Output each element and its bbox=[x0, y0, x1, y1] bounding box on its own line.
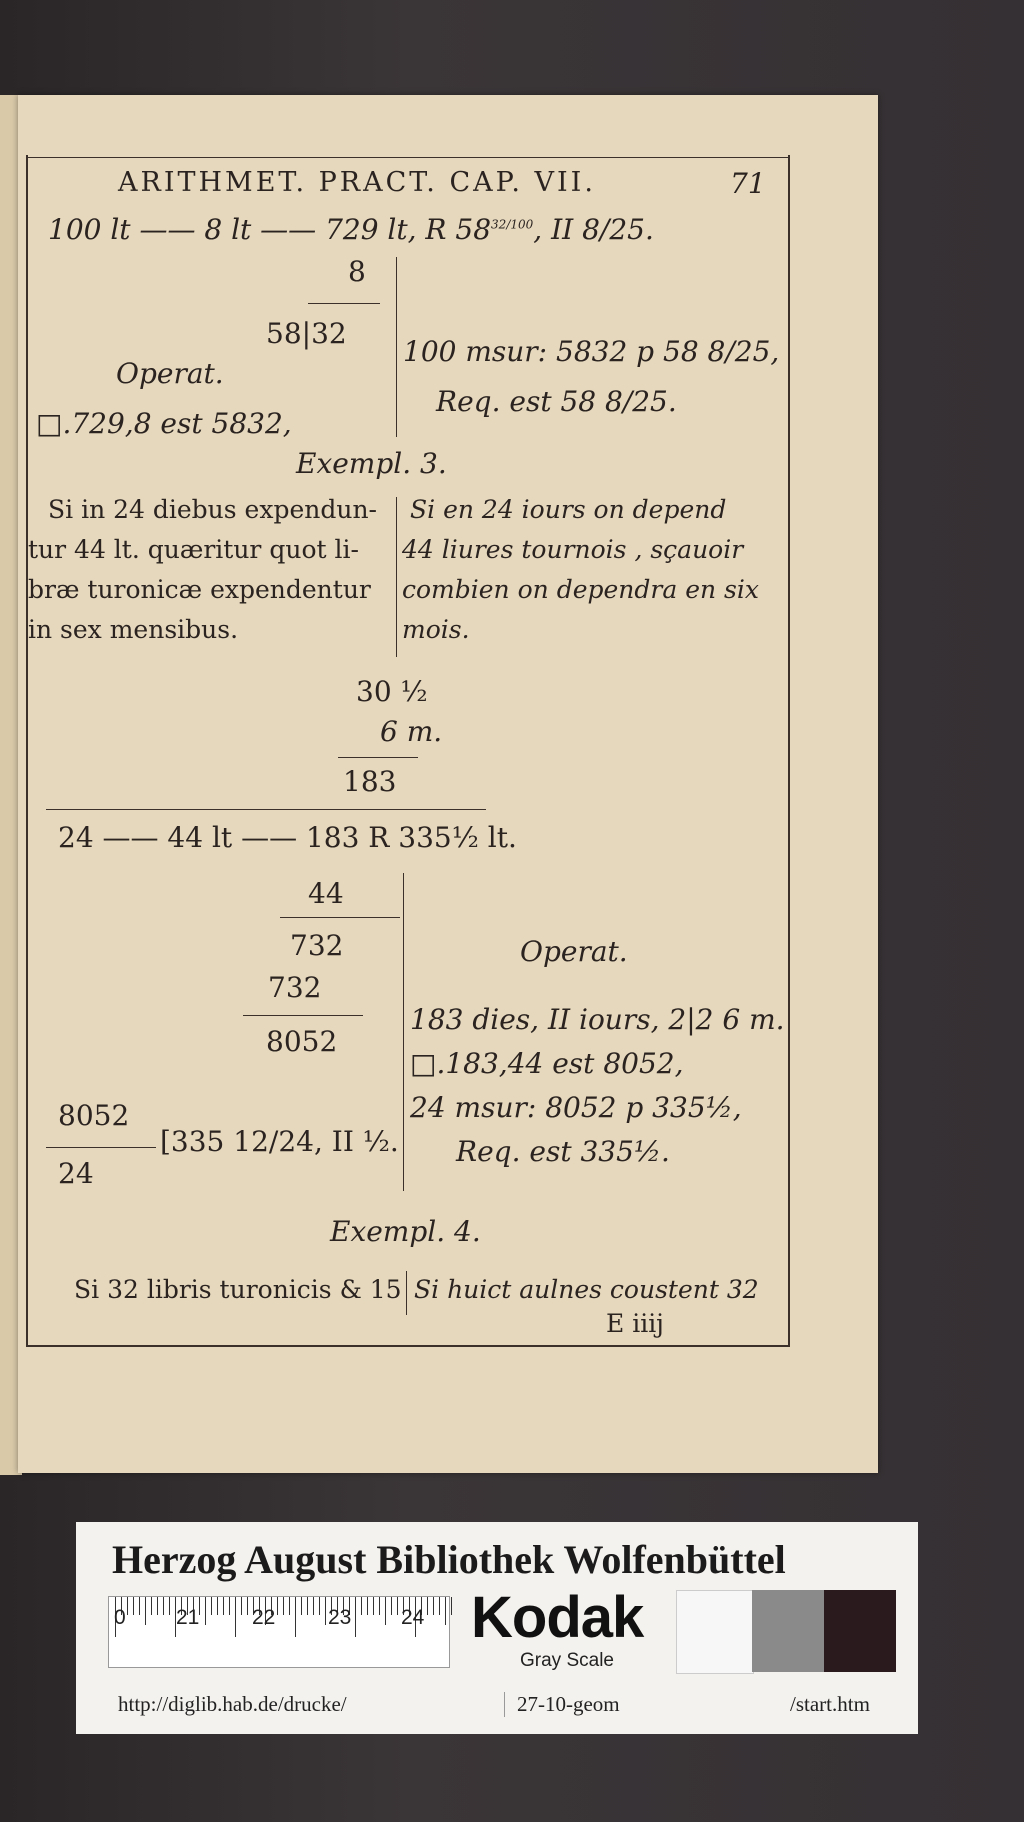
ruler-tick bbox=[295, 1597, 296, 1637]
ruler-tick bbox=[163, 1597, 164, 1615]
calc-183: 183 bbox=[343, 765, 397, 798]
operation-divider bbox=[396, 257, 397, 437]
swatch-black bbox=[824, 1590, 896, 1672]
operation-divider-2 bbox=[403, 873, 404, 1191]
ruler-tick bbox=[355, 1597, 356, 1637]
ruler-tick bbox=[367, 1597, 368, 1615]
ruler-tick bbox=[223, 1597, 224, 1615]
running-head: ARITHMET. PRACT. CAP. VII. bbox=[118, 167, 596, 198]
ruler-tick bbox=[157, 1597, 158, 1615]
ruler-label-23: 23 bbox=[328, 1606, 352, 1629]
ruler-tick bbox=[133, 1597, 134, 1615]
latin-line-2: tur 44 lt. quæritur quot li- bbox=[28, 535, 359, 564]
ruler-tick bbox=[379, 1597, 380, 1615]
column-divider-2 bbox=[406, 1271, 407, 1315]
book-page bbox=[18, 95, 878, 1473]
ruler-label-24: 24 bbox=[401, 1606, 425, 1629]
ruler-tick bbox=[217, 1597, 218, 1615]
latin-line-4: in sex mensibus. bbox=[28, 615, 239, 644]
ruler-tick bbox=[445, 1597, 446, 1625]
ruler-tick bbox=[211, 1597, 212, 1615]
latin-line-3: bræ turonicæ expendentur bbox=[28, 575, 371, 604]
operat-label: Operat. bbox=[116, 357, 224, 390]
fraction-denominator: 24 bbox=[58, 1157, 94, 1190]
operat-right-a: 183 dies, II iours, 2|2 6 m. bbox=[410, 1003, 785, 1036]
example-3-title: Exempl. 3. bbox=[296, 447, 447, 480]
mult-44: 44 bbox=[308, 877, 344, 910]
rule-of-three-line: 100 lt —— 8 lt —— 729 lt, R $58^{32/100}$, II 8/25. bbox=[48, 213, 654, 246]
calc-rule bbox=[338, 757, 418, 758]
swatch-white bbox=[676, 1590, 754, 1674]
operat-line: □.729,8 est 5832, bbox=[36, 407, 292, 440]
ruler-tick bbox=[127, 1597, 128, 1615]
library-name: Herzog August Bibliothek Wolfenbüttel bbox=[112, 1537, 786, 1582]
fraction-result: [335 12/24, II ½. bbox=[160, 1125, 399, 1158]
mult-rule bbox=[308, 303, 380, 304]
ruler-tick bbox=[313, 1597, 314, 1615]
ruler-tick bbox=[283, 1597, 284, 1615]
mult-732-b: 732 bbox=[268, 971, 322, 1004]
url-right: /start.htm bbox=[790, 1692, 870, 1716]
sum-8052: 8052 bbox=[266, 1025, 338, 1058]
ruler-tick bbox=[241, 1597, 242, 1615]
ruler-tick bbox=[247, 1597, 248, 1615]
ruler-tick bbox=[427, 1597, 428, 1615]
ruler-tick bbox=[151, 1597, 152, 1615]
example-4-french: Si huict aulnes coustent 32 bbox=[414, 1275, 759, 1304]
ruler-tick bbox=[385, 1597, 386, 1625]
swatch-gray bbox=[752, 1590, 824, 1672]
ruler-tick bbox=[397, 1597, 398, 1615]
ruler-tick bbox=[325, 1597, 326, 1625]
quotient: 58|32 bbox=[266, 317, 347, 350]
library-color-card bbox=[76, 1522, 918, 1734]
url-left: http://diglib.hab.de/drucke/ bbox=[118, 1692, 347, 1716]
operat-right-b: □.183,44 est 8052, bbox=[410, 1047, 684, 1080]
ruler-tick bbox=[205, 1597, 206, 1625]
page-frame bbox=[26, 155, 790, 1347]
ruler-tick bbox=[439, 1597, 440, 1615]
url-mid: 27-10-geom bbox=[504, 1692, 620, 1717]
gray-scale-label: Gray Scale bbox=[520, 1650, 614, 1671]
fraction-numerator: 8052 bbox=[58, 1099, 130, 1132]
mult-732-a: 732 bbox=[290, 929, 344, 962]
ruler-label-0: 0 bbox=[114, 1606, 126, 1629]
multiplier: 8 bbox=[348, 255, 366, 288]
ruler-tick bbox=[289, 1597, 290, 1615]
rule-of-three-line-2: 24 —— 44 lt —— 183 R 335½ lt. bbox=[58, 821, 517, 854]
kodak-logo: Kodak bbox=[471, 1585, 644, 1650]
operat-right-2: Req. est 58 8/25. bbox=[436, 385, 677, 418]
ruler-tick bbox=[169, 1597, 170, 1615]
ruler-tick bbox=[277, 1597, 278, 1615]
operat-right-c: 24 msur: 8052 p 335½, bbox=[410, 1091, 742, 1124]
ruler-scale bbox=[108, 1596, 450, 1668]
ruler-tick bbox=[433, 1597, 434, 1615]
ruler-tick bbox=[361, 1597, 362, 1615]
operat-label-2: Operat. bbox=[520, 935, 628, 968]
ruler-tick bbox=[229, 1597, 230, 1615]
french-line-3: combien on dependra en six bbox=[402, 575, 759, 604]
ruler-tick bbox=[145, 1597, 146, 1625]
column-divider-1 bbox=[396, 497, 397, 657]
signature-mark: E iiij bbox=[606, 1309, 664, 1338]
ruler-label-21: 21 bbox=[176, 1606, 200, 1629]
french-line-2: 44 liures tournois , sçauoir bbox=[402, 535, 744, 564]
ruler-tick bbox=[373, 1597, 374, 1615]
operat-right-1: 100 msur: 5832 p 58 8/25, bbox=[403, 335, 780, 368]
example-4-title: Exempl. 4. bbox=[330, 1215, 481, 1248]
ruler-tick bbox=[319, 1597, 320, 1615]
ruler-tick bbox=[451, 1597, 452, 1615]
section-rule bbox=[46, 809, 486, 810]
folio-number: 71 bbox=[730, 167, 766, 200]
mult-rule-2 bbox=[280, 917, 400, 918]
operat-right-d: Req. est 335½. bbox=[456, 1135, 670, 1168]
fraction-bar bbox=[46, 1147, 156, 1148]
calc-30-half: 30 ½ bbox=[356, 675, 428, 708]
ruler-tick bbox=[301, 1597, 302, 1615]
ruler-tick bbox=[391, 1597, 392, 1615]
ruler-tick bbox=[235, 1597, 236, 1637]
ruler-tick bbox=[139, 1597, 140, 1615]
sum-rule bbox=[243, 1015, 363, 1016]
ruler-tick bbox=[307, 1597, 308, 1615]
latin-line-1: Si in 24 diebus expendun- bbox=[48, 495, 377, 524]
french-line-1: Si en 24 iours on depend bbox=[410, 495, 727, 524]
ruler-label-22: 22 bbox=[252, 1606, 276, 1629]
example-4-latin: Si 32 libris turonicis & 15 bbox=[74, 1275, 402, 1304]
calc-6-months: 6 m. bbox=[380, 715, 443, 748]
french-line-4: mois. bbox=[402, 615, 470, 644]
